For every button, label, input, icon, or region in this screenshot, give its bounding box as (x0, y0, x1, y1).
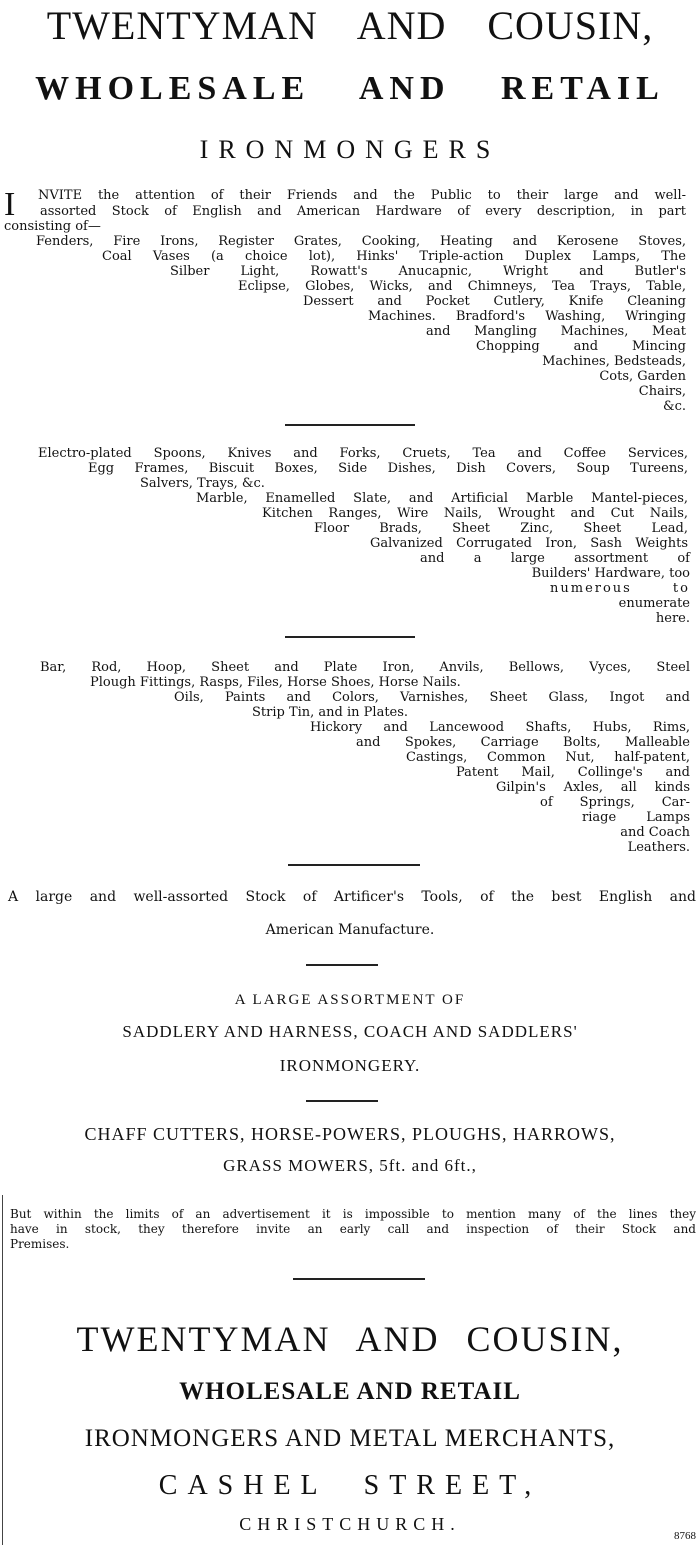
section1-line: Chopping and Mincing (476, 339, 686, 354)
header-subtitle: WHOLESALE AND RETAIL (35, 70, 665, 107)
section6-line: CHAFF CUTTERS, HORSE-POWERS, PLOUGHS, HARROWS, (84, 1124, 616, 1144)
section2-line: here. (655, 611, 690, 626)
divider (293, 1278, 425, 1280)
section1-line: NVITE the attention of their Friends and the Public to their large and well- (38, 188, 686, 203)
dropcap-letter: I (4, 186, 16, 223)
section1-line: Eclipse, Globes, Wicks, and Chimneys, Tea Trays, Table, (238, 279, 686, 294)
footer-subtitle: WHOLESALE AND RETAIL (179, 1378, 521, 1405)
section1-line: Dessert and Pocket Cutlery, Knife Cleaning (303, 294, 686, 309)
section1-line: and Mangling Machines, Meat (426, 324, 686, 339)
section3-line: Leathers. (627, 840, 690, 855)
divider (306, 964, 378, 966)
section3-line: Strip Tin, and in Plates. (252, 705, 409, 720)
footer-city: CHRISTCHURCH. (239, 1514, 461, 1534)
section2-line: Salvers, Trays, &c. (140, 476, 265, 491)
section3-line: Castings, Common Nut, half-patent, (406, 750, 690, 765)
section1-line: Silber Light, Rowatt's Anucapnic, Wright and Butler's (170, 264, 686, 279)
header-trade: IRONMONGERS (199, 135, 501, 164)
section3-line: Plough Fittings, Rasps, Files, Horse Shoes, Horse Nails. (90, 675, 461, 690)
footer-trade: IRONMONGERS AND METAL MERCHANTS, (84, 1425, 616, 1452)
section7-line: Premises. (10, 1237, 70, 1251)
section3-line: and Spokes, Carriage Bolts, Malleable (356, 735, 690, 750)
section1-line: Fenders, Fire Irons, Register Grates, Cooking, Heating and Kerosene Stoves, (36, 234, 686, 249)
section3-line: of Springs, Car- (540, 795, 690, 810)
section1-line: &c. (663, 399, 686, 414)
section3-line: Gilpin's Axles, all kinds (496, 780, 690, 795)
section2-line: enumerate (618, 596, 690, 611)
section5-line: IRONMONGERY. (279, 1056, 421, 1075)
section1-line: Machines. Bradford's Washing, Wringing (368, 309, 686, 324)
ad-reference-number: 8768 (674, 1530, 696, 1542)
footer-title: TWENTYMAN AND COUSIN, (76, 1319, 624, 1359)
divider (288, 864, 420, 866)
section4-line: A large and well-assorted Stock of Artificer's Tools, of the best English and (8, 889, 696, 905)
section2-line: Floor Brads, Sheet Zinc, Sheet Lead, (314, 521, 688, 536)
section5-line: SADDLERY AND HARNESS, COACH AND SADDLERS' (122, 1022, 578, 1041)
section3-line: and Coach (620, 825, 690, 840)
section3-line: Patent Mail, Collinge's and (456, 765, 690, 780)
section2-line: and a large assortment of (420, 551, 690, 566)
section5-line: A LARGE ASSORTMENT OF (234, 992, 466, 1008)
section7-line: But within the limits of an advertisement it is impossible to mention many of the lines they (10, 1207, 696, 1221)
section3-line: Bar, Rod, Hoop, Sheet and Plate Iron, Anvils, Bellows, Vyces, Steel (40, 660, 690, 675)
section1-line: consisting of— (4, 219, 101, 234)
section1-line: Machines, Bedsteads, (542, 354, 686, 369)
section2-line: numerous to (550, 581, 690, 596)
section2-line: Builders' Hardware, too (531, 566, 690, 581)
divider (285, 424, 415, 426)
divider (306, 1100, 378, 1102)
section1-line: Chairs, (638, 384, 686, 399)
section7-line: have in stock, they therefore invite an early call and inspection of their Stock and (10, 1222, 696, 1236)
section2-line: Electro-plated Spoons, Knives and Forks, Cruets, Tea and Coffee Services, (38, 446, 688, 461)
section3-line: riage Lamps (582, 810, 690, 825)
footer-street: CASHEL STREET, (158, 1470, 542, 1501)
section1-line: Coal Vases (a choice lot), Hinks' Triple-action Duplex Lamps, The (102, 249, 686, 264)
header-title: TWENTYMAN AND COUSIN, (46, 3, 654, 48)
section1-line: Cots, Garden (599, 369, 686, 384)
section2-line: Egg Frames, Biscuit Boxes, Side Dishes, Dish Covers, Soup Tureens, (88, 461, 688, 476)
section3-line: Oils, Paints and Colors, Varnishes, Sheet Glass, Ingot and (174, 690, 690, 705)
section4-line: American Manufacture. (265, 922, 435, 938)
section1-line: assorted Stock of English and American Hardware of every description, in part (40, 204, 686, 219)
section6-line: GRASS MOWERS, 5ft. and 6ft., (223, 1156, 477, 1175)
section2-line: Marble, Enamelled Slate, and Artificial Marble Mantel-pieces, (196, 491, 688, 506)
divider (285, 636, 415, 638)
section2-line: Galvanized Corrugated Iron, Sash Weights (370, 536, 688, 551)
section3-line: Hickory and Lancewood Shafts, Hubs, Rims, (310, 720, 690, 735)
section2-line: Kitchen Ranges, Wire Nails, Wrought and Cut Nails, (262, 506, 688, 521)
